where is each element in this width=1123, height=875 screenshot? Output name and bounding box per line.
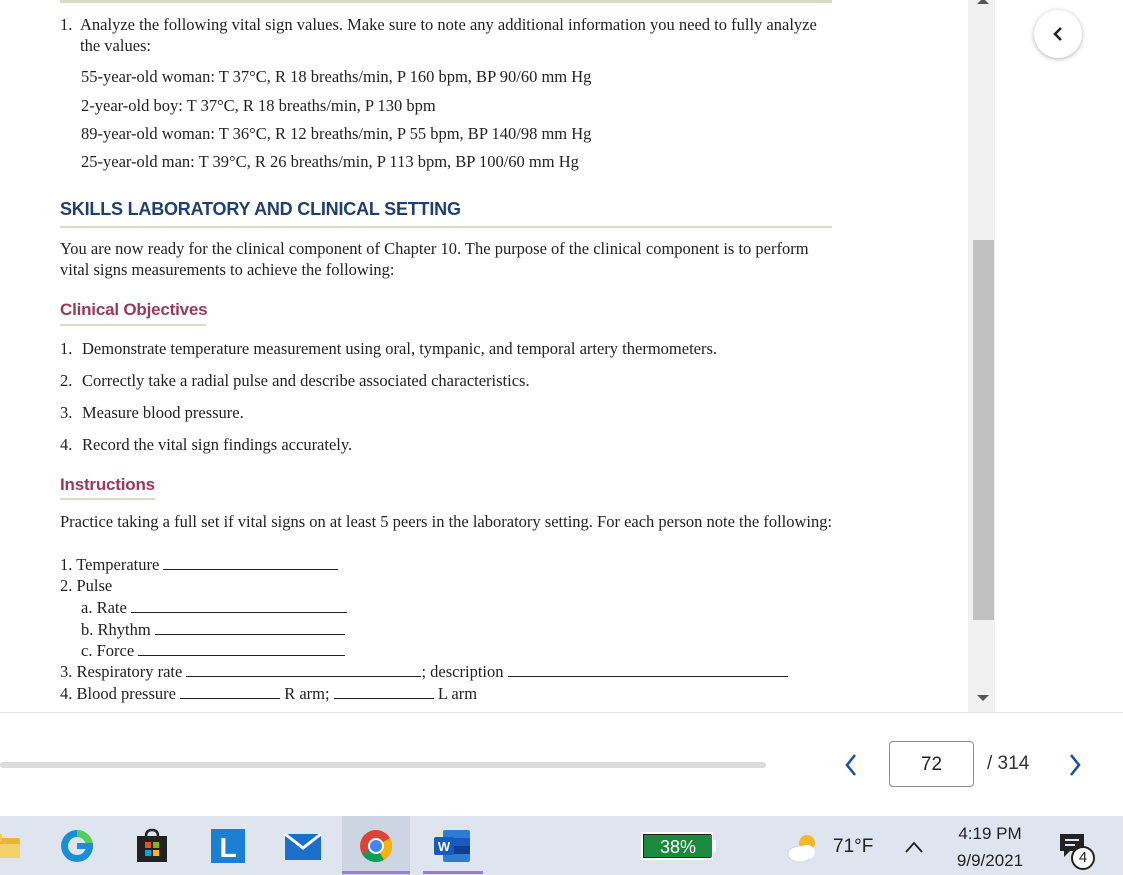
form-label: 1. Temperature [60,555,160,574]
form-label: b. Rhythm [81,620,151,639]
form-bp [60,684,477,704]
notification-count: 4 [1071,846,1095,870]
objective-item [60,339,717,359]
question-number: 1. [60,15,73,34]
divider [60,226,832,228]
taskbar-clock[interactable] [940,820,1040,874]
divider [60,324,206,326]
vital-case: 25-year-old man: T 39°C, R 26 breaths/min, P 113 bpm, BP 100/60 mm Hg [81,152,579,171]
divider [60,498,155,500]
form-label: a. Rate [81,598,127,617]
objective-text: Record the vital sign findings accurately. [82,435,353,454]
launcher-l-icon[interactable] [209,827,247,865]
divider [60,0,832,3]
word-icon[interactable] [433,827,471,865]
blank-line [186,662,421,677]
objective-text: Demonstrate temperature measurement using oral, tympanic, and temporal artery thermometers. [82,339,718,358]
clock-time: 4:19 PM [958,824,1022,843]
objective-item [60,371,530,391]
chevron-right-icon [1068,753,1082,777]
page-number-input[interactable]: 72 [889,741,974,787]
scrollbar-thumb[interactable] [973,240,994,620]
question-1 [60,14,840,56]
chevron-left-icon [844,753,858,777]
battery-percent: 38% [659,837,697,857]
blank-line [334,684,434,699]
objective-number: 3. [60,403,73,422]
form-temperature [60,555,338,575]
objective-text: Correctly take a radial pulse and describe associated characteristics. [82,371,530,390]
objectives-heading: Clinical Objectives [60,300,208,319]
form-label: 3. Respiratory rate [60,662,183,681]
blank-line [180,684,280,699]
edge-icon[interactable] [58,827,96,865]
weather-temperature[interactable]: 71°F [833,836,874,857]
objective-text: Measure blood pressure. [82,403,244,422]
objective-number: 4. [60,435,73,454]
section-heading: SKILLS LABORATORY AND CLINICAL SETTING [60,199,461,219]
page-total: / 314 [987,753,1030,774]
horizontal-scrollbar[interactable] [0,762,766,768]
open-app-indicator [423,871,483,874]
form-force [81,641,345,661]
section-intro: You are now ready for the clinical component of Chapter 10. The purpose of the clinical component is to perform vital signs measurements to achieve the following: [60,239,809,279]
blank-line [163,555,338,570]
objective-number: 2. [60,371,73,390]
instructions-text: Practice taking a full set if vital signs on at least 5 peers in the laboratory setting. For each person note the following: [60,512,833,531]
scroll-down-icon[interactable] [977,695,989,701]
vital-case: 89-year-old woman: T 36°C, R 12 breaths/min, P 55 bpm, BP 140/98 mm Hg [81,124,592,143]
blank-line [138,641,345,656]
battery-tip [713,840,716,852]
form-pulse: 2. Pulse [60,576,113,595]
question-text: Analyze the following vital sign values. Make sure to note any additional information you need to fully analyze the values: [80,15,817,55]
vital-case: 55-year-old woman: T 37°C, R 18 breaths/min, P 160 bpm, BP 90/60 mm Hg [81,67,592,86]
form-label: R arm; [284,684,330,703]
form-resp [60,662,788,682]
store-icon[interactable] [133,827,171,865]
blank-line [131,598,347,613]
vital-case: 2-year-old boy: T 37°C, R 18 breaths/min, P 130 bpm [81,96,436,115]
active-app-indicator [342,871,410,874]
previous-page-button[interactable] [838,750,864,780]
file-explorer-icon[interactable] [0,827,24,865]
blank-line [155,620,345,635]
mail-icon[interactable] [284,827,322,865]
weather-partly-cloudy-icon[interactable] [784,829,822,867]
scroll-up-icon[interactable] [977,0,989,4]
clock-date: 9/9/2021 [956,851,1024,870]
objective-item [60,403,244,423]
chevron-left-icon [1051,26,1065,42]
instructions-heading: Instructions [60,475,155,494]
next-page-button[interactable] [1062,750,1088,780]
collapse-panel-button[interactable] [1034,10,1082,58]
objective-item [60,435,352,455]
form-rate [81,598,347,618]
form-rhythm [81,620,345,640]
chevron-up-icon[interactable] [896,828,932,866]
objective-number: 1. [60,339,73,358]
form-label: ; description [421,662,504,681]
blank-line [508,662,788,677]
form-label: 4. Blood pressure [60,684,176,703]
svg-text:L: L [219,832,237,863]
chrome-icon[interactable] [357,827,395,865]
svg-text:W: W [437,839,451,854]
form-label: L arm [437,684,478,703]
form-label: c. Force [81,641,135,660]
